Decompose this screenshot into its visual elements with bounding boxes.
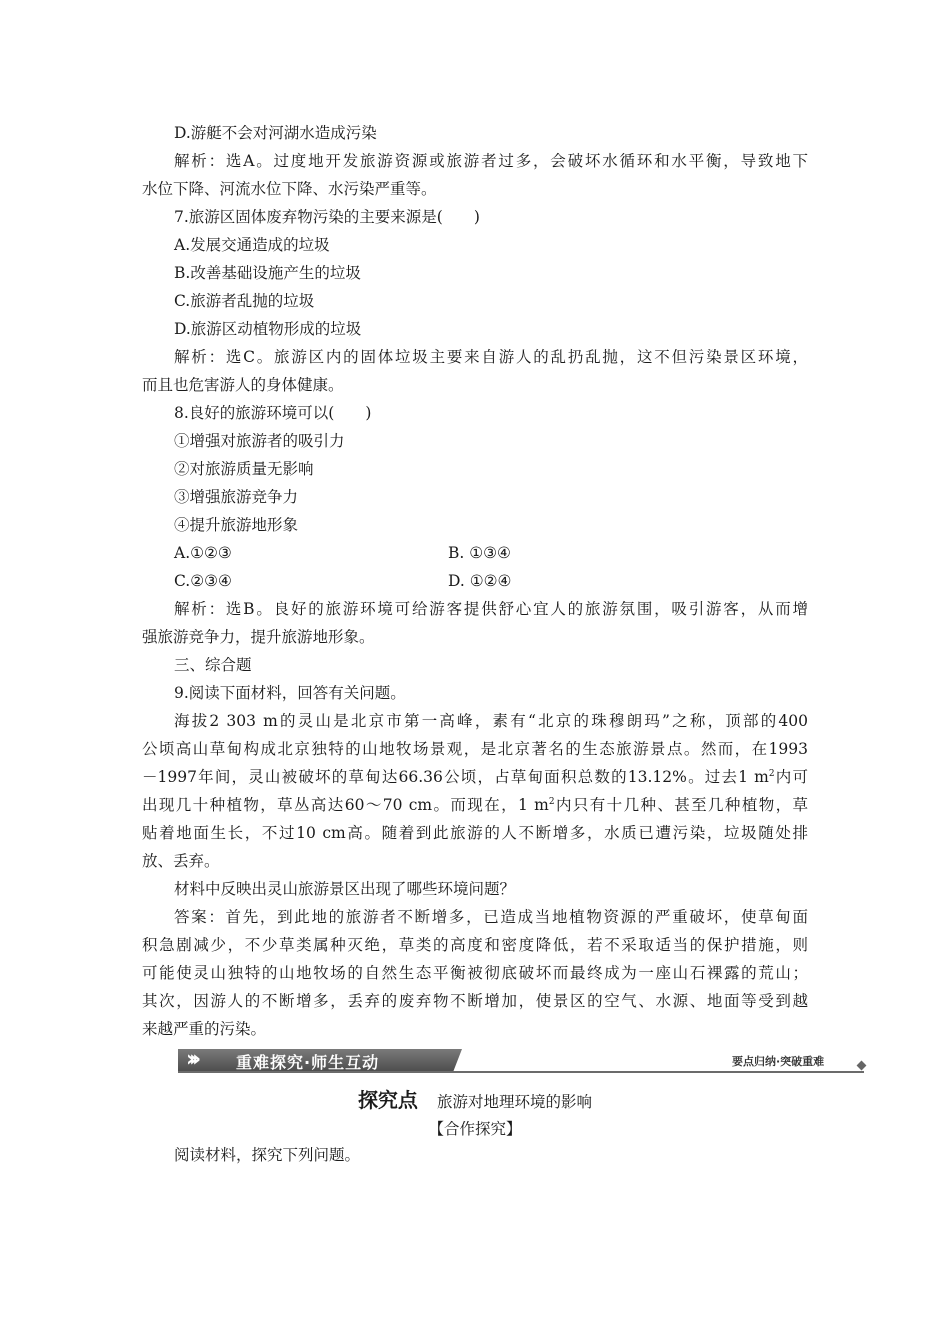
superscript-2: 2 [548, 796, 555, 807]
q9-material-line-2: 公顷高山草甸构成北京独特的山地牧场景观，是北京著名的生态旅游景点。然而，在1993 [142, 740, 808, 758]
q9-material-line-3-text: －1997年间，灵山被破坏的草甸达66.36公顷，占草甸面积总数的13.12%。过去1 m [142, 768, 769, 786]
q9-material-line-4 [142, 795, 808, 815]
explore-intro: 阅读材料，探究下列问题。 [174, 1146, 361, 1164]
q7-option-b: B.改善基础设施产生的垃圾 [174, 264, 361, 282]
double-chevron-icon: ››› [186, 1047, 196, 1072]
q8-item-3: ③增强旅游竞争力 [174, 488, 299, 506]
q9-answer-line-5: 来越严重的污染。 [142, 1020, 267, 1038]
q9-material-line-1: 海拔2 303 m的灵山是北京市第一高峰，素有“北京的珠穆朗玛”之称，顶部的400 [174, 712, 808, 730]
banner-title: 重难探究·师生互动 [236, 1053, 380, 1072]
q8-stem: 8.良好的旅游环境可以( ) [174, 404, 372, 422]
q7-analysis-line-1: 解析：选C。旅游区内的固体垃圾主要来自游人的乱扔乱抛，这不但污染景区环境， [174, 348, 808, 366]
q7-option-a: A.发展交通造成的垃圾 [174, 236, 330, 254]
explore-subheading: 旅游对地理环境的影响 [437, 1093, 593, 1111]
q8-option-a: A.①②③ [174, 544, 232, 562]
q8-item-2: ②对旅游质量无影响 [174, 460, 314, 478]
q8-analysis-line-2: 强旅游竞争力，提升旅游地形象。 [142, 628, 375, 646]
section-3-title: 三、综合题 [174, 656, 252, 674]
q8-option-d: D. ①②④ [448, 572, 512, 590]
q7-option-d: D.旅游区动植物形成的垃圾 [174, 320, 362, 338]
q9-answer-line-4: 其次，因游人的不断增多，丢弃的废弃物不断增加，使景区的空气、水源、地面等受到越 [142, 992, 808, 1010]
banner-right-label: 要点归纳·突破重难 [732, 1055, 825, 1068]
q9-material-line-3 [142, 767, 808, 787]
q8-option-c: C.②③④ [174, 572, 232, 590]
q9-material-line-6: 放、丢弃。 [142, 852, 220, 870]
q9-material-line-3-end: 内可 [774, 768, 808, 786]
q9-answer-line-2: 积急剧减少，不少草类属种灭绝，草类的高度和密度降低，若不采取适当的保护措施，则 [142, 936, 808, 954]
q6-analysis-line-1: 解析：选A。过度地开发旅游资源或旅游者过多，会破坏水循环和水平衡，导致地下 [174, 152, 808, 170]
q8-option-b: B. ①③④ [448, 544, 511, 562]
q7-stem: 7.旅游区固体废弃物污染的主要来源是( ) [174, 208, 480, 226]
explore-heading [0, 1084, 950, 1113]
q9-material-line-5: 贴着地面生长，不过10 cm高。随着到此旅游的人不断增多，水质已遭污染，垃圾随处排 [142, 824, 808, 842]
section-banner [178, 1049, 868, 1073]
q8-option-row-2 [174, 571, 840, 591]
cooperative-explore-tag: 【合作探究】 [428, 1120, 522, 1138]
q8-analysis-line-1: 解析：选B。良好的旅游环境可给游客提供舒心宜人的旅游氛围，吸引游客，从而增 [174, 600, 808, 618]
explore-heading-label: 探究点 [357, 1088, 418, 1112]
q9-answer-line-3: 可能使灵山独特的山地牧场的自然生态平衡被彻底破坏而最终成为一座山石裸露的荒山； [142, 964, 808, 982]
q9-stem: 9.阅读下面材料，回答有关问题。 [174, 684, 406, 702]
q6-option-d: D.游艇不会对河湖水造成污染 [174, 124, 377, 142]
q9-material-line-4-a: 出现几十种植物，草丛高达60～70 cm。而现在，1 m [142, 796, 549, 814]
q6-analysis-line-2: 水位下降、河流水位下降、水污染严重等。 [142, 180, 437, 198]
q8-option-row-1 [174, 543, 840, 563]
superscript-2: 2 [768, 768, 775, 779]
q9-question: 材料中反映出灵山旅游景区出现了哪些环境问题？ [174, 880, 516, 898]
diamond-icon [857, 1061, 867, 1071]
q7-option-c: C.旅游者乱抛的垃圾 [174, 292, 315, 310]
q8-item-4: ④提升旅游地形象 [174, 516, 299, 534]
q7-analysis-line-2: 而且也危害游人的身体健康。 [142, 376, 344, 394]
q8-item-1: ①增强对旅游者的吸引力 [174, 432, 345, 450]
q9-material-line-4-b: 内只有十几种、甚至几种植物，草 [554, 796, 808, 814]
q9-answer-line-1: 答案：首先，到此地的旅游者不断增多，已造成当地植物资源的严重破坏，使草甸面 [174, 908, 808, 926]
